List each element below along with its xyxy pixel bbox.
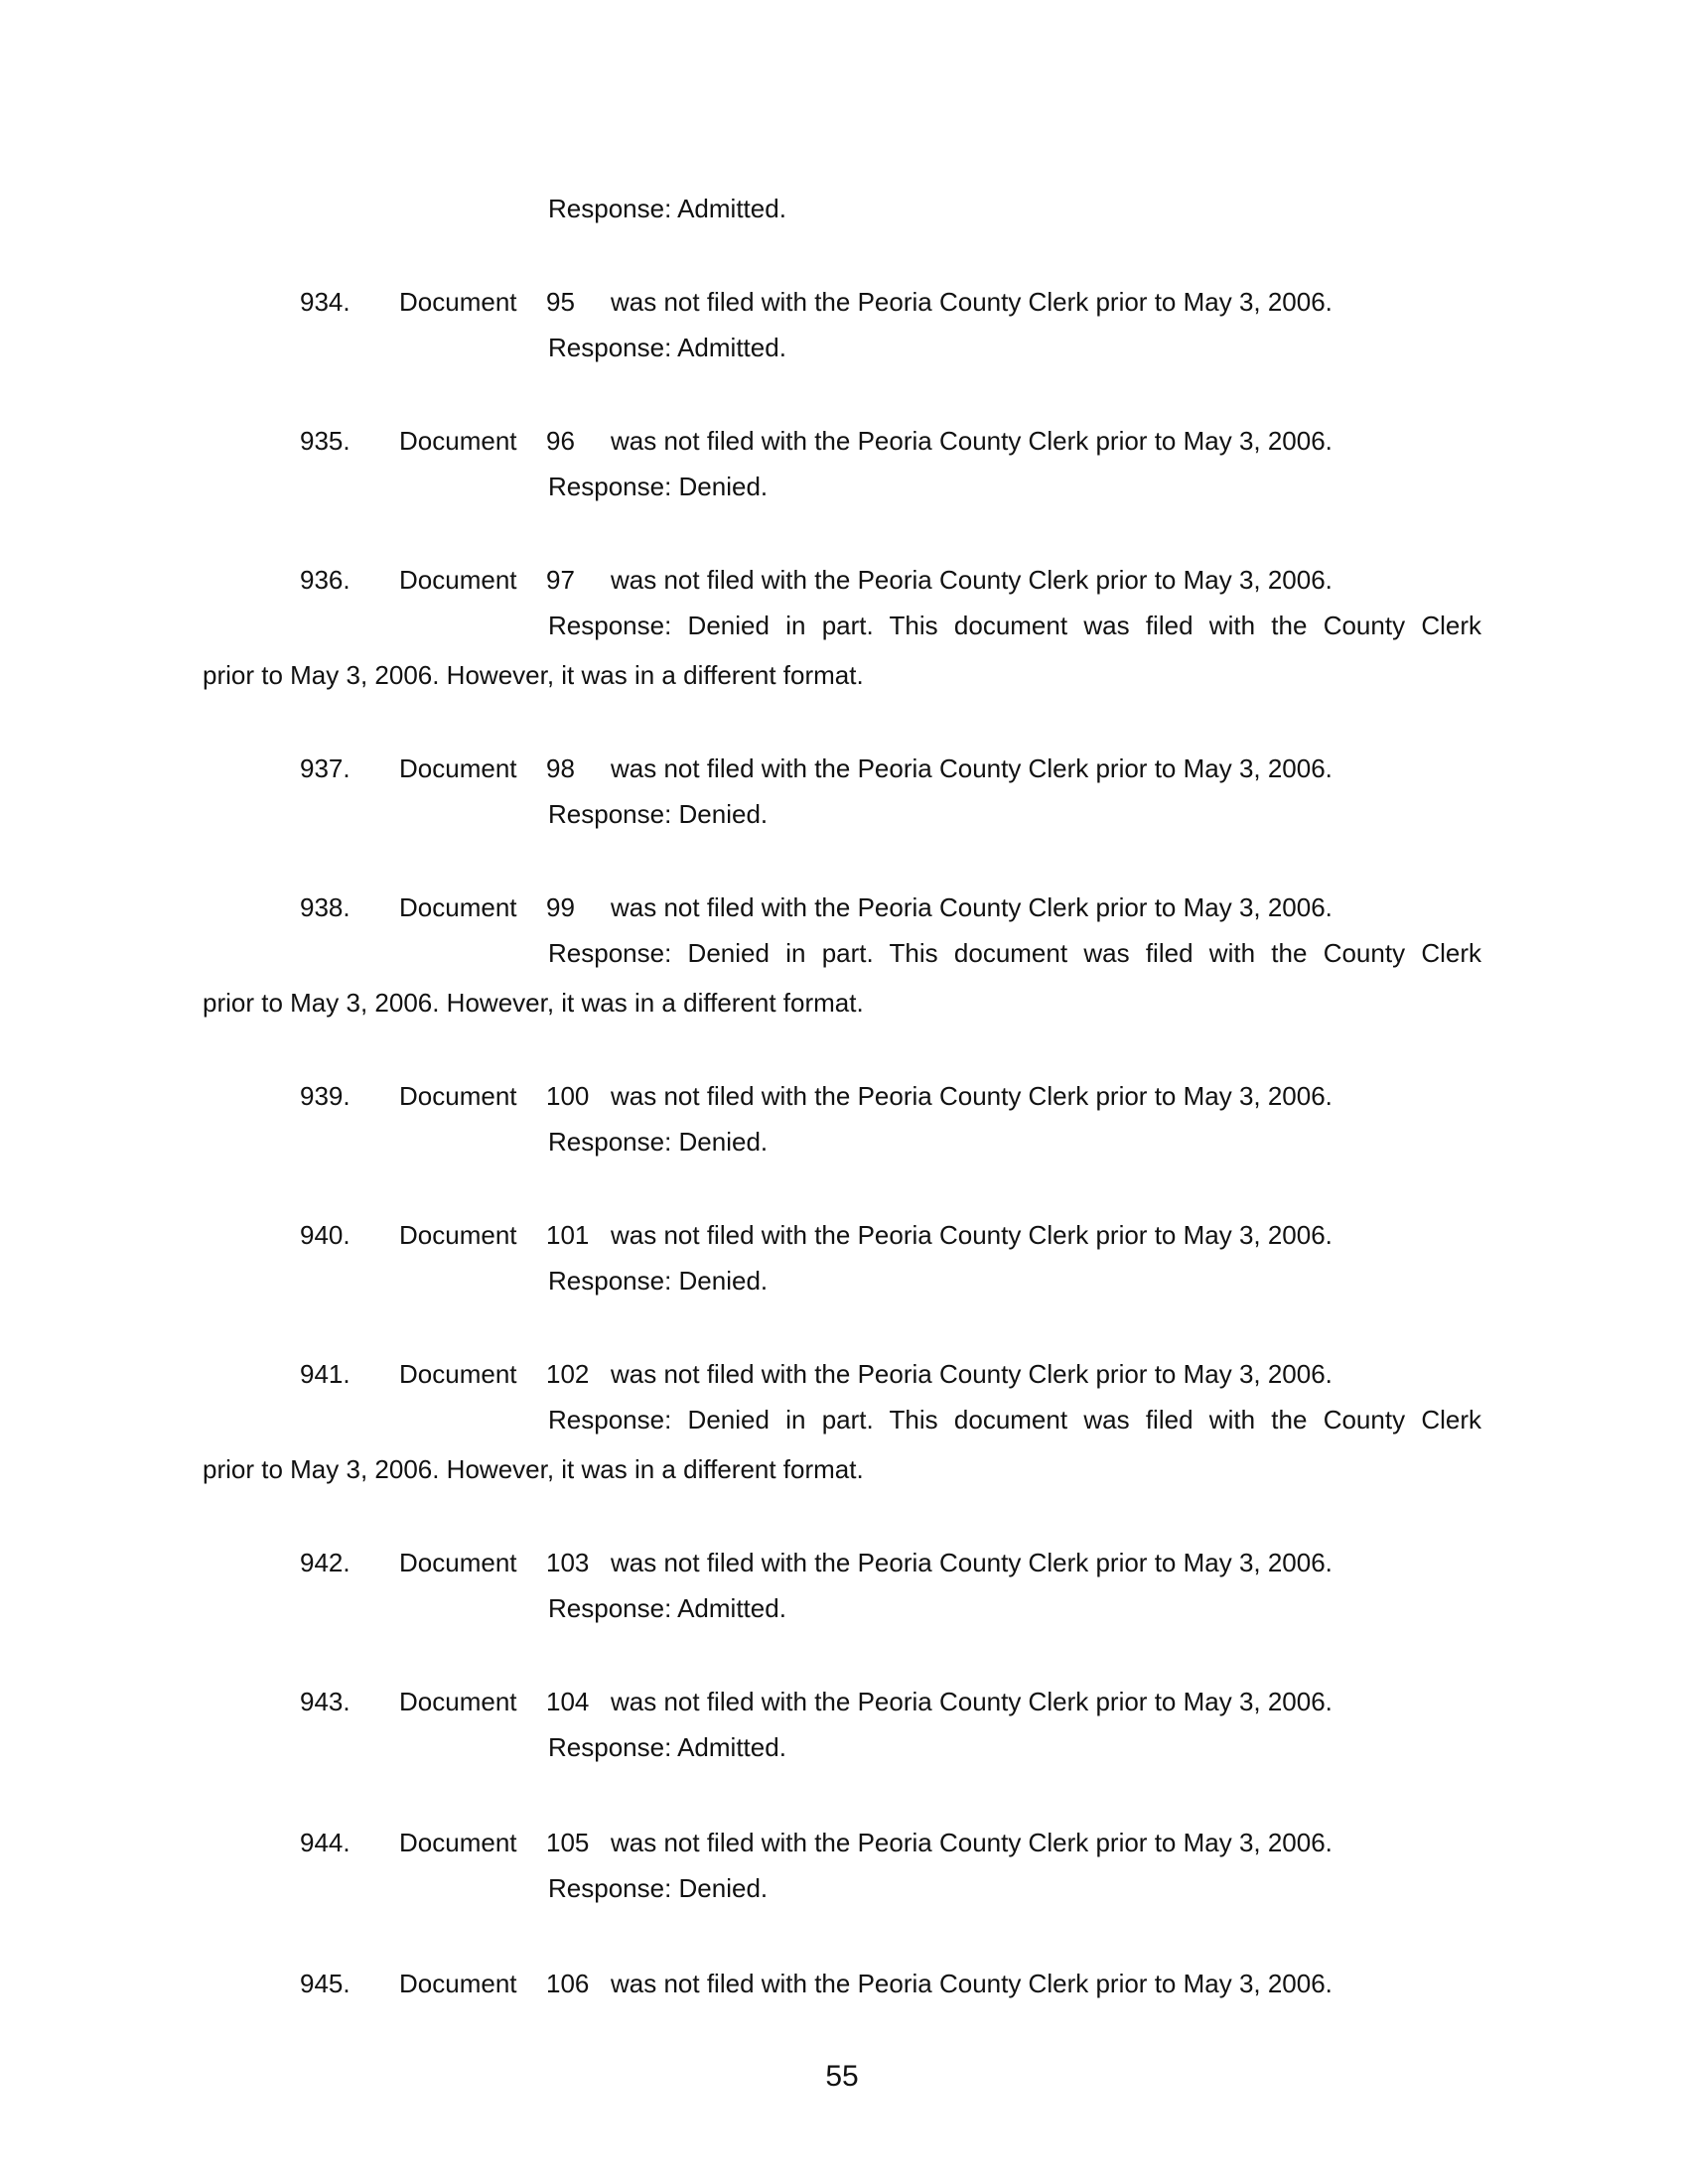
response-text: Response: Denied. <box>548 1266 769 1296</box>
document-number: 100 <box>546 1081 590 1111</box>
document-number: 95 <box>546 287 575 317</box>
document-label: Document <box>399 1969 517 1998</box>
response-continuation: prior to May 3, 2006. However, it was in a different format. <box>203 660 864 690</box>
document-label: Document <box>399 1828 517 1857</box>
response-text: Response: Denied. <box>548 799 769 829</box>
document-label: Document <box>399 1359 517 1389</box>
statement-text: was not filed with the Peoria County Clerk prior to May 3, 2006. <box>611 1359 1333 1389</box>
paragraph-number: 937. <box>300 753 351 783</box>
paragraph-number: 945. <box>300 1969 351 1998</box>
document-label: Document <box>399 1081 517 1111</box>
document-number: 101 <box>546 1220 590 1250</box>
document-number: 96 <box>546 426 575 456</box>
statement-text: was not filed with the Peoria County Clerk prior to May 3, 2006. <box>611 1969 1333 1998</box>
paragraph-number: 939. <box>300 1081 351 1111</box>
response-text: Response: Denied in part. This document was filed with the County Clerk <box>548 611 1481 640</box>
response-continuation: prior to May 3, 2006. However, it was in a different format. <box>203 988 864 1018</box>
response-text: Response: Denied. <box>548 1127 769 1157</box>
paragraph-number: 936. <box>300 565 351 595</box>
document-number: 102 <box>546 1359 590 1389</box>
document-number: 98 <box>546 753 575 783</box>
paragraph-number: 942. <box>300 1548 351 1577</box>
document-label: Document <box>399 753 517 783</box>
response-text: Response: Denied in part. This document was filed with the County Clerk <box>548 938 1481 968</box>
document-number: 103 <box>546 1548 590 1577</box>
response-text: Response: Denied. <box>548 1873 769 1903</box>
response-continuation: prior to May 3, 2006. However, it was in a different format. <box>203 1454 864 1484</box>
document-label: Document <box>399 1548 517 1577</box>
document-label: Document <box>399 1687 517 1716</box>
statement-text: was not filed with the Peoria County Clerk prior to May 3, 2006. <box>611 892 1333 922</box>
response-text: Response: Denied. <box>548 472 769 501</box>
document-label: Document <box>399 892 517 922</box>
paragraph-number: 943. <box>300 1687 351 1716</box>
paragraph-number: 938. <box>300 892 351 922</box>
document-label: Document <box>399 1220 517 1250</box>
statement-text: was not filed with the Peoria County Clerk prior to May 3, 2006. <box>611 1687 1333 1716</box>
document-number: 105 <box>546 1828 590 1857</box>
response-text: Response: Admitted. <box>548 1593 786 1623</box>
statement-text: was not filed with the Peoria County Clerk prior to May 3, 2006. <box>611 1548 1333 1577</box>
response-text: Response: Denied in part. This document was filed with the County Clerk <box>548 1405 1481 1434</box>
statement-text: was not filed with the Peoria County Clerk prior to May 3, 2006. <box>611 565 1333 595</box>
statement-text: was not filed with the Peoria County Clerk prior to May 3, 2006. <box>611 1081 1333 1111</box>
paragraph-number: 935. <box>300 426 351 456</box>
document-label: Document <box>399 565 517 595</box>
statement-text: was not filed with the Peoria County Clerk prior to May 3, 2006. <box>611 426 1333 456</box>
statement-text: was not filed with the Peoria County Clerk prior to May 3, 2006. <box>611 1828 1333 1857</box>
paragraph-number: 941. <box>300 1359 351 1389</box>
document-number: 106 <box>546 1969 590 1998</box>
statement-text: was not filed with the Peoria County Clerk prior to May 3, 2006. <box>611 753 1333 783</box>
response-text: Response: Admitted. <box>548 333 786 362</box>
paragraph-number: 934. <box>300 287 351 317</box>
document-label: Document <box>399 426 517 456</box>
document-number: 97 <box>546 565 575 595</box>
paragraph-number: 940. <box>300 1220 351 1250</box>
statement-text: was not filed with the Peoria County Clerk prior to May 3, 2006. <box>611 287 1333 317</box>
paragraph-number: 944. <box>300 1828 351 1857</box>
document-label: Document <box>399 287 517 317</box>
statement-text: was not filed with the Peoria County Clerk prior to May 3, 2006. <box>611 1220 1333 1250</box>
lead-response: Response: Admitted. <box>548 194 786 223</box>
document-number: 104 <box>546 1687 590 1716</box>
response-text: Response: Admitted. <box>548 1732 786 1762</box>
page-number: 55 <box>825 2060 859 2093</box>
document-number: 99 <box>546 892 575 922</box>
